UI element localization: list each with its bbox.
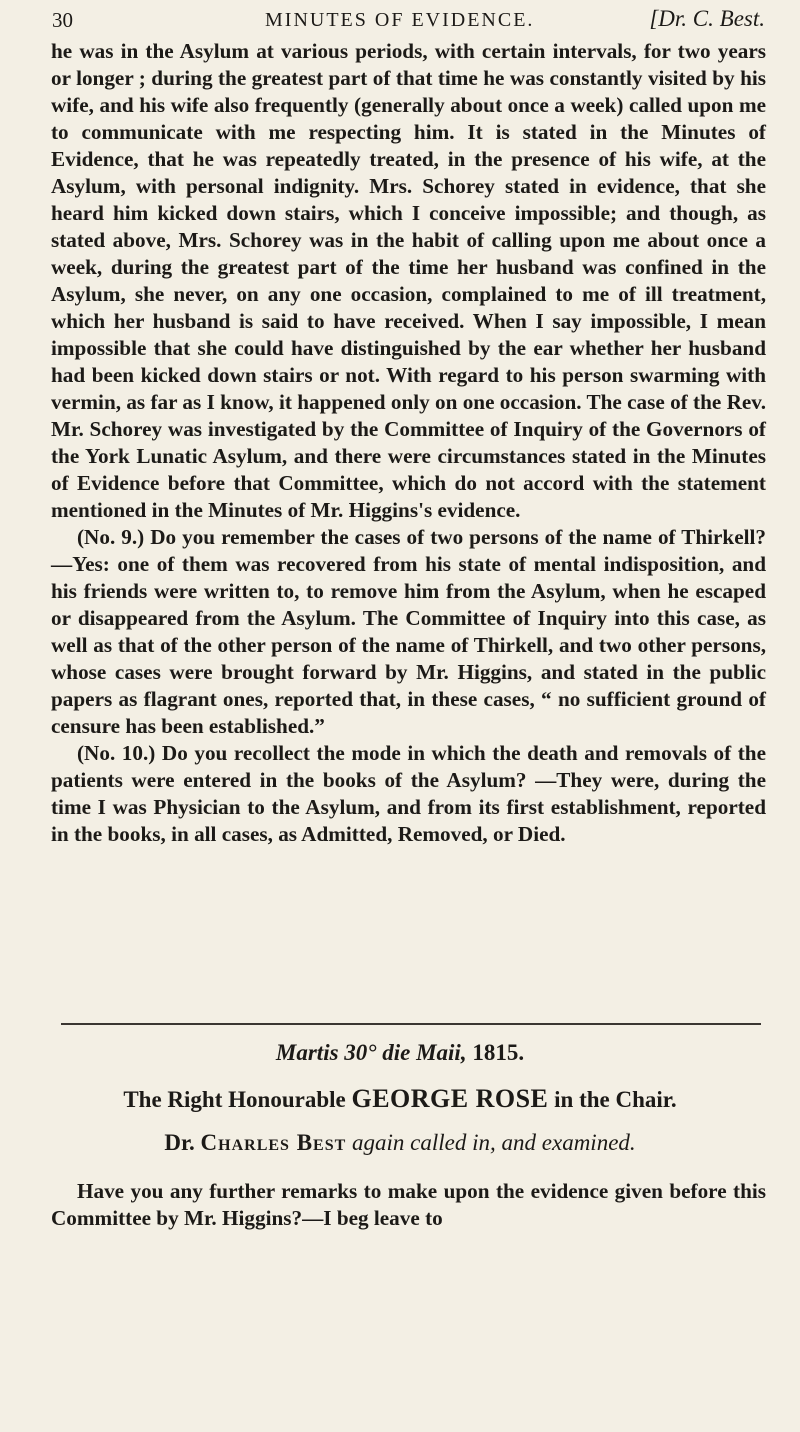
witness-called-line <box>0 1130 800 1156</box>
question-further-remarks: Have you any further remarks to make upon the evidence given before this Committee by Mr. Higgins?—I beg leave to <box>51 1179 766 1230</box>
witness-name: Charles Best <box>200 1130 347 1155</box>
session-year: 1815. <box>466 1040 525 1065</box>
chair-line <box>0 1084 800 1114</box>
session-date-text: Martis 30° die Maii, <box>275 1040 467 1065</box>
running-title: MINUTES OF EVIDENCE. <box>265 9 535 31</box>
evidence-text <box>51 38 766 848</box>
chair-prefix: The Right Honourable <box>123 1087 352 1112</box>
session-date <box>0 1040 800 1066</box>
paragraph-question-10: (No. 10.) Do you recollect the mode in which the death and removals of the patients were entered in the books of the Asylum? —They were, during the time I was Physician to the Asylum, and from its first establishment, reported in the books, in all cases, as Admitted, Removed, or Died. <box>51 741 766 846</box>
section-divider <box>61 1023 761 1025</box>
witness-suffix: again called in, and examined. <box>352 1130 636 1155</box>
witness-prefix: Dr. <box>164 1130 201 1155</box>
running-speaker: [Dr. C. Best. <box>649 6 765 31</box>
chair-name: GEORGE ROSE <box>351 1084 549 1113</box>
chair-suffix: in the Chair. <box>548 1087 677 1112</box>
page-number: 30 <box>52 8 73 32</box>
paragraph-question-9: (No. 9.) Do you remember the cases of two persons of the name of Thirkell?—Yes: one of them was recovered from his state of mental indisposition, and his friends were written to, to remove him from the Asylum, when he escaped or disappeared from the Asylum. The Committee of Inquiry into this case, as well as that of the other person of the name of Thirkell, and two other persons, whose cases were brought forward by Mr. Higgins, and stated in the public papers as flagrant ones, reported that, in these cases, “ no sufficient ground of censure has been established.” <box>51 525 766 738</box>
paragraph-schorey-case: he was in the Asylum at various periods, with certain intervals, for two years or longer ; during the greatest part of that time he was constantly visited by his wife, and his wife also frequently (generally about once a week) called upon me to communicate with me respecting him. It is stated in the Minutes of Evidence, that he was repeatedly treated, in the presence of his wife, at the Asylum, with personal indignity. Mrs. Schorey stated in evidence, that she heard him kicked down stairs, which I conceive impossible; and though, as stated above, Mrs. Schorey was in the habit of calling upon me about once a week, during the greatest part of the time her husband was confined in the Asylum, she never, on any one occasion, complained to me of ill treatment, which her husband is said to have received. When I say impossible, I mean impossible that she could have distinguished by the ear whether her husband had been kicked down stairs or not. With regard to his person swarming with vermin, as far as I know, it happened only on one occasion. The case of the Rev. Mr. Schorey was investigated by the Committee of Inquiry of the Governors of the York Lunatic Asylum, and there were circumstances stated in the Minutes of Evidence before that Committee, which do not accord with the statement mentioned in the Minutes of Mr. Higgins's evidence. <box>51 39 766 522</box>
